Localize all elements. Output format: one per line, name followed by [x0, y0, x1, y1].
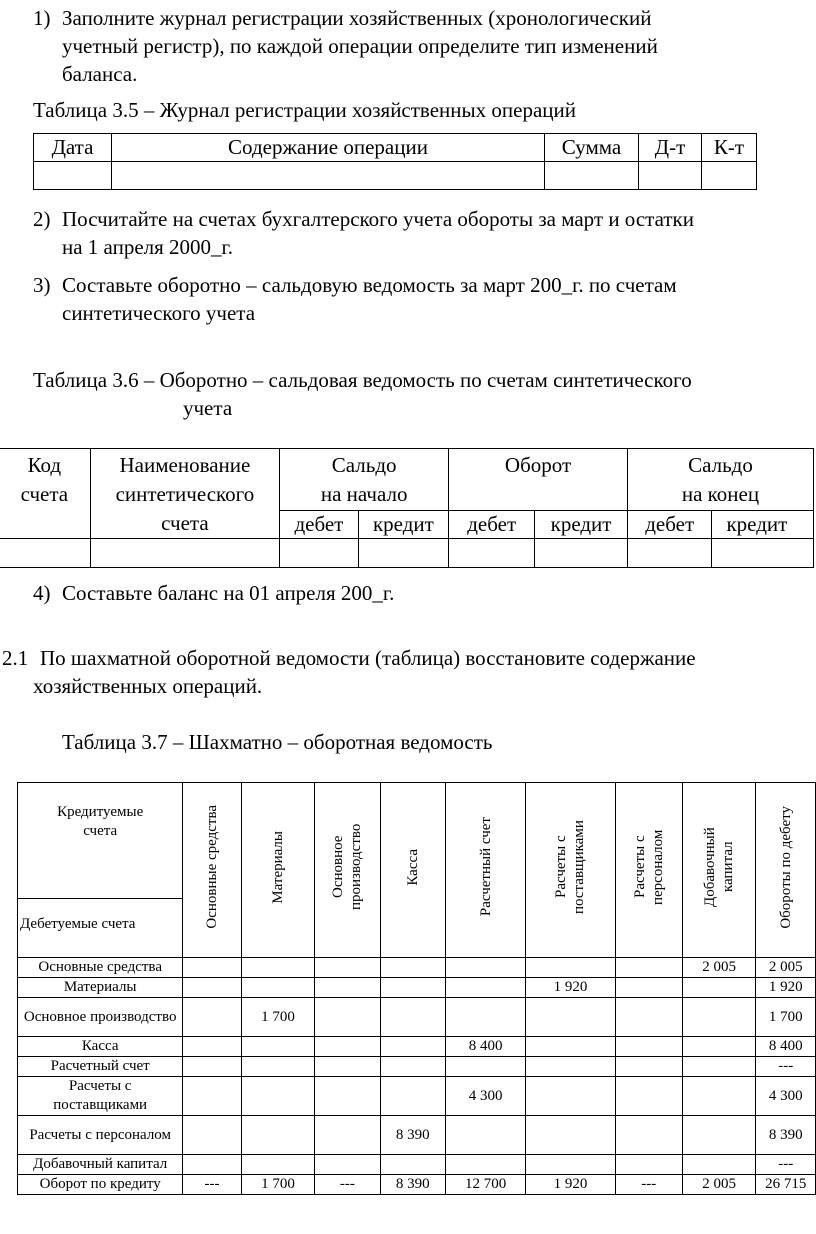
row-label: Основные средства	[18, 958, 183, 978]
value-cell	[183, 958, 241, 978]
column-header	[380, 783, 445, 958]
closing-balance-header	[627, 449, 813, 511]
value-cell	[315, 958, 380, 978]
value-cell	[241, 958, 314, 978]
column-header	[241, 783, 314, 958]
item-text-line: на 1 апреля 2000_г.	[62, 235, 234, 259]
journal-table	[33, 133, 757, 190]
subheader-cell: кредит	[712, 510, 814, 538]
header-text: Код	[27, 453, 62, 477]
table-3-7-caption: Таблица 3.7 – Шахматно – оборотная ведомость	[62, 730, 493, 754]
header-cell: Содержание операции	[112, 134, 545, 162]
value-cell	[445, 1155, 526, 1175]
value-cell	[380, 978, 445, 998]
column-header	[682, 783, 756, 958]
item-text-line: Составьте оборотно – сальдовую ведомость за март 200_г. по счетам	[62, 273, 677, 297]
header-text: Наименование	[119, 453, 251, 477]
item-text-line: По шахматной оборотной ведомости (таблица) восстановите содержание	[40, 646, 696, 670]
value-cell	[315, 1057, 380, 1077]
value-cell: 26 715	[756, 1175, 816, 1195]
header-cell: К-т	[702, 134, 757, 162]
value-cell	[526, 1057, 615, 1077]
value-cell	[315, 1077, 380, 1116]
value-cell: 8 400	[445, 1037, 526, 1057]
header-text: Обороты по дебету	[777, 805, 794, 929]
value-cell: 8 390	[756, 1116, 816, 1155]
item-text-line: хозяйственных операций.	[33, 674, 263, 698]
header-text: Сальдо	[688, 453, 753, 477]
item-number: 2)	[33, 207, 51, 231]
value-cell	[183, 978, 241, 998]
value-cell	[315, 998, 380, 1037]
value-cell: ---	[756, 1057, 816, 1077]
item-text-line: Составьте баланс на 01 апреля 200_г.	[62, 581, 395, 605]
item-text-line: учетный регистр), по каждой операции определите тип изменений	[62, 34, 658, 58]
column-header	[615, 783, 682, 958]
value-cell	[183, 1057, 241, 1077]
empty-cell	[112, 162, 545, 190]
value-cell	[241, 978, 314, 998]
value-cell	[315, 978, 380, 998]
empty-cell	[280, 539, 359, 568]
table-3-6-caption: Таблица 3.6 – Оборотно – сальдовая ведомость по счетам синтетического	[33, 368, 692, 392]
header-text: на конец	[681, 482, 760, 506]
turnover-header: Оборот	[449, 449, 628, 511]
item-text-line: Заполните журнал регистрации хозяйственных (хронологический	[62, 6, 652, 30]
header-text: Расчеты с персоналом	[631, 829, 666, 905]
header-text: Сальдо	[331, 453, 397, 477]
value-cell	[380, 1155, 445, 1175]
empty-cell	[358, 539, 449, 568]
value-cell: 1 920	[756, 978, 816, 998]
empty-cell	[535, 539, 628, 568]
value-cell	[241, 1077, 314, 1116]
value-cell	[682, 978, 756, 998]
opening-balance-header	[280, 449, 449, 511]
value-cell: ---	[183, 1175, 241, 1195]
item-number: 3)	[33, 273, 51, 297]
column-header	[315, 783, 380, 958]
value-cell: ---	[315, 1175, 380, 1195]
value-cell	[615, 998, 682, 1037]
value-cell: ---	[756, 1155, 816, 1175]
value-cell: 4 300	[445, 1077, 526, 1116]
subheader-cell: дебет	[627, 510, 712, 538]
empty-cell	[545, 162, 639, 190]
value-cell	[241, 1037, 314, 1057]
value-cell	[682, 1037, 756, 1057]
value-cell	[241, 1057, 314, 1077]
value-cell	[445, 1057, 526, 1077]
value-cell	[615, 1057, 682, 1077]
item-text-line: баланса.	[62, 62, 138, 86]
value-cell	[380, 1077, 445, 1116]
turnover-balance-table	[0, 448, 814, 568]
empty-cell	[639, 162, 702, 190]
value-cell	[615, 1116, 682, 1155]
header-text: Касса	[404, 848, 421, 886]
value-cell: 2 005	[682, 1175, 756, 1195]
value-cell: 8 400	[756, 1037, 816, 1057]
value-cell: 2 005	[756, 958, 816, 978]
value-cell	[615, 1077, 682, 1116]
header-cell: Сумма	[545, 134, 639, 162]
chess-turnover-table	[17, 782, 816, 1195]
value-cell	[526, 1037, 615, 1057]
row-label: Расчеты с персоналом	[18, 1116, 183, 1155]
value-cell	[380, 998, 445, 1037]
value-cell	[615, 1037, 682, 1057]
code-header	[0, 449, 90, 539]
corner-cell	[18, 783, 183, 958]
value-cell	[380, 1057, 445, 1077]
value-cell	[526, 1077, 615, 1116]
value-cell	[682, 1057, 756, 1077]
row-label: Основное производство	[18, 998, 183, 1037]
table-header-row	[0, 449, 814, 511]
item-number: 1)	[33, 6, 51, 30]
value-cell	[380, 1037, 445, 1057]
value-cell: 1 700	[241, 1175, 314, 1195]
value-cell: 8 390	[380, 1175, 445, 1195]
value-cell	[183, 998, 241, 1037]
value-cell	[183, 1037, 241, 1057]
value-cell	[315, 1155, 380, 1175]
row-label: Касса	[18, 1037, 183, 1057]
column-header	[526, 783, 615, 958]
value-cell	[682, 1116, 756, 1155]
empty-cell	[34, 162, 112, 190]
table-row	[18, 1155, 816, 1175]
value-cell: 1 920	[526, 1175, 615, 1195]
table-row	[18, 1037, 816, 1057]
value-cell	[380, 958, 445, 978]
value-cell	[526, 1116, 615, 1155]
value-cell	[615, 978, 682, 998]
value-cell	[615, 958, 682, 978]
table-row	[18, 998, 816, 1037]
value-cell	[526, 998, 615, 1037]
value-cell	[183, 1155, 241, 1175]
empty-cell	[627, 539, 712, 568]
subheader-cell: дебет	[449, 510, 535, 538]
value-cell	[315, 1037, 380, 1057]
item-number: 2.1	[2, 646, 29, 670]
table-row	[18, 958, 816, 978]
value-cell	[445, 958, 526, 978]
value-cell	[615, 1155, 682, 1175]
empty-cell	[449, 539, 535, 568]
value-cell: 1 920	[526, 978, 615, 998]
value-cell	[241, 1155, 314, 1175]
row-label: Расчетный счет	[18, 1057, 183, 1077]
header-cell: Дата	[34, 134, 112, 162]
header-cell: Д-т	[639, 134, 702, 162]
header-text: Добавочный капитал	[702, 827, 737, 907]
table-header-row	[34, 134, 757, 162]
table-row	[0, 539, 814, 568]
header-text: счета	[161, 511, 209, 535]
debit-label: Дебетуемые счета	[20, 916, 136, 932]
header-text: Основные средства	[204, 805, 221, 929]
table-3-6-caption-line2: учета	[183, 396, 233, 420]
value-cell	[526, 1155, 615, 1175]
name-header	[90, 449, 279, 539]
value-cell	[445, 1116, 526, 1155]
value-cell: 1 700	[756, 998, 816, 1037]
column-header	[756, 783, 816, 958]
header-text: Расчеты с поставщиками	[553, 820, 588, 914]
table-row	[18, 1057, 816, 1077]
row-label: Оборот по кредиту	[18, 1175, 183, 1195]
table-row	[34, 162, 757, 190]
value-cell	[183, 1077, 241, 1116]
table-row	[18, 1077, 816, 1116]
value-cell	[682, 998, 756, 1037]
header-text: на начало	[320, 482, 408, 506]
row-label: Материалы	[18, 978, 183, 998]
value-cell: 2 005	[682, 958, 756, 978]
column-header	[183, 783, 241, 958]
value-cell: 12 700	[445, 1175, 526, 1195]
header-text: счета	[20, 482, 69, 506]
empty-cell	[702, 162, 757, 190]
credit-label: Кредитуемые счета	[18, 783, 182, 899]
item-text-line: Посчитайте на счетах бухгалтерского учета обороты за март и остатки	[62, 207, 694, 231]
value-cell: 1 700	[241, 998, 314, 1037]
item-text-line: синтетического учета	[62, 301, 256, 325]
value-cell: 4 300	[756, 1077, 816, 1116]
value-cell	[682, 1155, 756, 1175]
header-text: Основное производство	[330, 823, 365, 911]
empty-cell	[90, 539, 279, 568]
subheader-cell: кредит	[535, 510, 628, 538]
header-text: синтетического	[115, 482, 255, 506]
value-cell	[682, 1077, 756, 1116]
table-header-row	[18, 783, 816, 958]
value-cell	[183, 1116, 241, 1155]
value-cell	[315, 1116, 380, 1155]
empty-cell	[0, 539, 90, 568]
credit-total-row	[18, 1175, 816, 1195]
row-label: Расчеты с поставщиками	[18, 1077, 183, 1116]
table-row	[18, 1116, 816, 1155]
item-number: 4)	[33, 581, 51, 605]
header-text: Расчетный счет	[477, 817, 494, 917]
row-label: Добавочный капитал	[18, 1155, 183, 1175]
value-cell: ---	[615, 1175, 682, 1195]
column-header	[445, 783, 526, 958]
empty-cell	[712, 539, 814, 568]
value-cell: 8 390	[380, 1116, 445, 1155]
subheader-cell: дебет	[280, 510, 359, 538]
value-cell	[445, 998, 526, 1037]
subheader-cell: кредит	[358, 510, 449, 538]
header-text: Материалы	[269, 830, 286, 904]
table-3-5-caption: Таблица 3.5 – Журнал регистрации хозяйственных операций	[33, 98, 576, 122]
value-cell	[526, 958, 615, 978]
value-cell	[241, 1116, 314, 1155]
value-cell	[445, 978, 526, 998]
table-row	[18, 978, 816, 998]
